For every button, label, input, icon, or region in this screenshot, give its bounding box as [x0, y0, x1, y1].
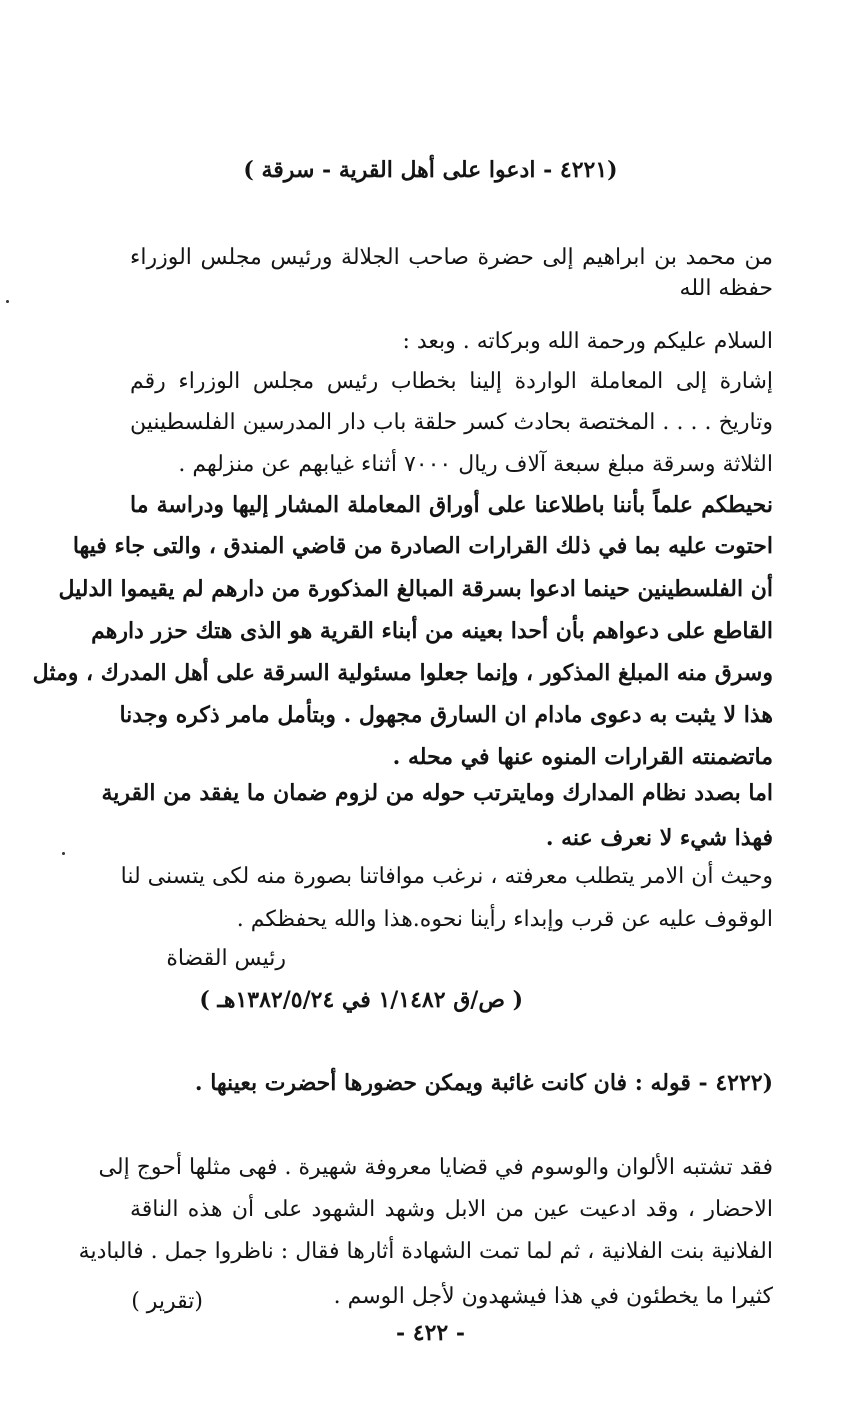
body-line: الاحضار ، وقد ادعيت عين من الابل وشهد الشهود على أن هذه الناقة [130, 1197, 773, 1222]
body-line: من محمد بن ابراهيم إلى حضرة صاحب الجلالة ورئيس مجلس الوزراء [130, 245, 773, 270]
source-note: (تقرير ) [131, 1289, 203, 1314]
section-heading-4221: (٤٢٢١ - ادعوا على أهل القرية - سرقة ) [243, 157, 618, 183]
body-line: القاطع على دعواهم بأن أحدا بعينه من أبناء القرية هو الذى هتك حزر دارهم [91, 618, 773, 644]
body-line: الفلانية بنت الفلانية ، ثم لما تمت الشهادة أثارها فقال : ناظروا جمل . فالبادية [78, 1239, 773, 1264]
body-line: وحيث أن الامر يتطلب معرفته ، نرغب موافاتنا بصورة منه لكى يتسنى لنا [120, 864, 773, 889]
body-line: اما بصدد نظام المدارك ومايترتب حوله من لزوم ضمان ما يفقد من القرية [101, 780, 773, 806]
page-number: - ٤٢٢ - [395, 1320, 466, 1346]
greeting-line: السلام عليكم ورحمة الله وبركاته . وبعد : [402, 329, 773, 354]
scan-speck [6, 300, 9, 303]
section-heading-4222: (٤٢٢٢ - قوله : فان كانت غائبة ويمكن حضورها أحضرت بعينها . [194, 1070, 773, 1096]
body-line: حفظه الله [679, 276, 773, 301]
body-line: هذا لا يثبت به دعوى مادام ان السارق مجهول . وبتأمل مامر ذكره وجدنا [119, 702, 773, 728]
signature: رئيس القضاة [166, 946, 286, 971]
scan-speck [62, 852, 65, 855]
body-line: كثيرا ما يخطئون في هذا فيشهدون لأجل الوسم . [333, 1284, 773, 1309]
body-line: إشارة إلى المعاملة الواردة إلينا بخطاب رئيس مجلس الوزراء رقم [130, 369, 773, 394]
body-line: الثلاثة وسرقة مبلغ سبعة آلاف ريال ٧٠٠٠ أثناء غيابهم عن منزلهم . [178, 452, 773, 477]
body-line: الوقوف عليه عن قرب وإبداء رأينا نحوه.هذا والله يحفظكم . [236, 907, 773, 932]
body-line: وتاريخ . . . . المختصة بحادث كسر حلقة باب دار المدرسين الفلسطينين [130, 410, 773, 435]
body-line: ماتضمنته القرارات المنوه عنها في محله . [392, 744, 773, 770]
body-line: أن الفلسطينين حينما ادعوا بسرقة المبالغ المذكورة من دارهم لم يقيموا الدليل [58, 576, 773, 602]
body-line: نحيطكم علماً بأننا باطلاعنا على أوراق المعاملة المشار إليها ودراسة ما [130, 492, 773, 518]
reference-citation: ( ص/ق ١/١٤٨٢ في ١٣٨٢/٥/٢٤هـ ) [199, 987, 523, 1013]
body-line: فهذا شيء لا نعرف عنه . [545, 825, 773, 851]
body-line: احتوت عليه بما في ذلك القرارات الصادرة من قاضي المندق ، والتى جاء فيها [72, 533, 773, 559]
body-line: وسرق منه المبلغ المذكور ، وإنما جعلوا مسئولية السرقة على أهل المدرك ، ومثل [32, 660, 773, 686]
body-line: فقد تشتبه الألوان والوسوم في قضايا معروفة شهيرة . فهى مثلها أحوج إلى [98, 1155, 773, 1180]
